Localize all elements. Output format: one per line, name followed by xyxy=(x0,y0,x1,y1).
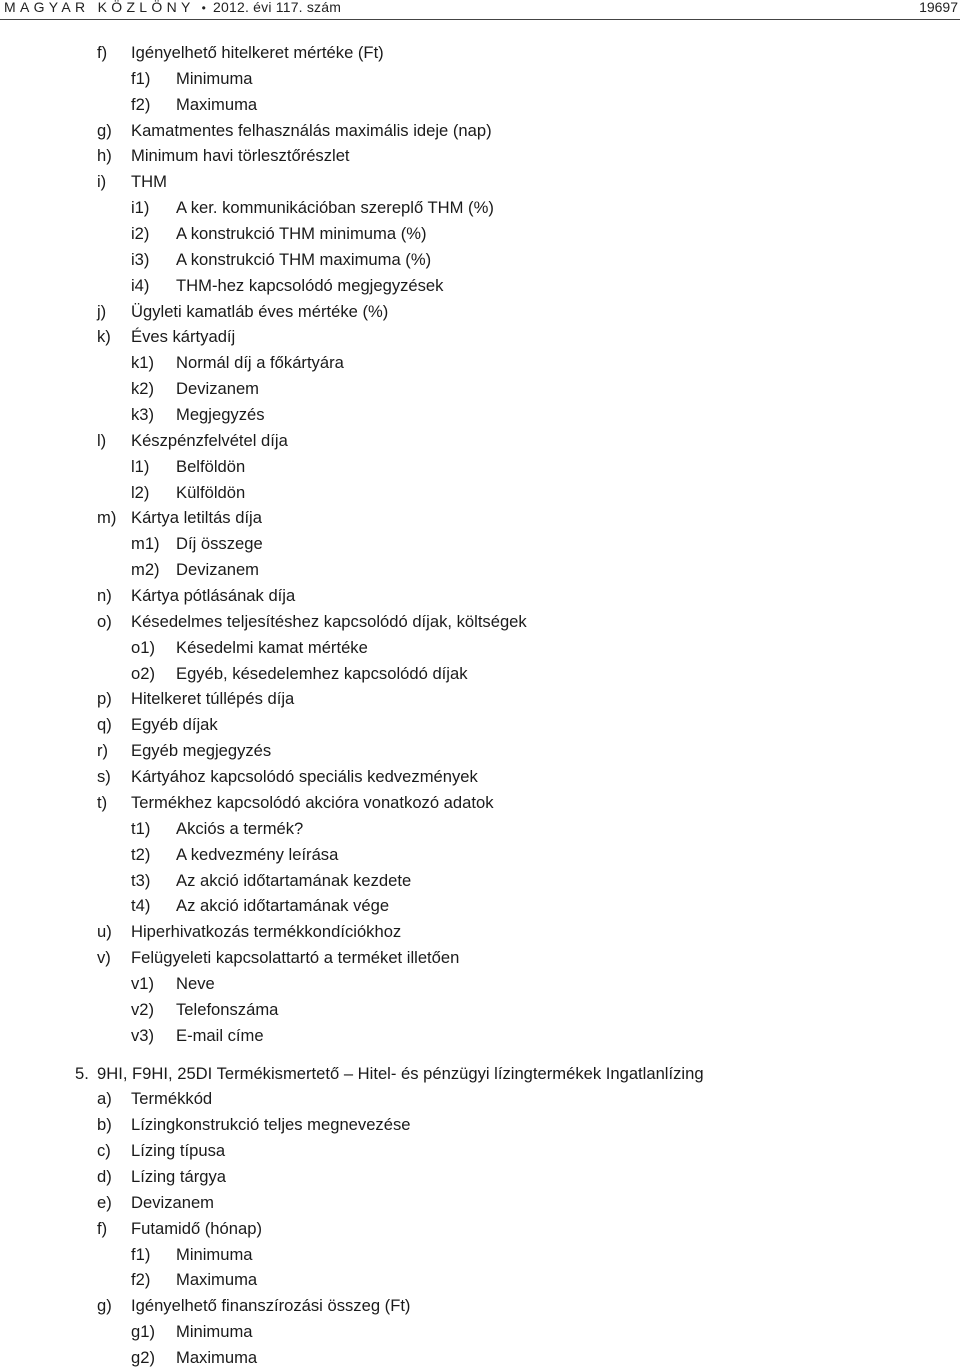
item-text: Éves kártyadíj xyxy=(131,327,236,347)
sub-list-item xyxy=(0,816,960,842)
list-item xyxy=(0,764,960,790)
item-text: Termékhez kapcsolódó akcióra vonatkozó adatok xyxy=(131,792,494,812)
list-item xyxy=(0,686,960,712)
item-marker: f1) xyxy=(131,1244,151,1264)
item-marker: g2) xyxy=(131,1347,155,1367)
item-marker: d) xyxy=(97,1166,112,1186)
item-text: Normál díj a főkártyára xyxy=(176,353,344,373)
item-text: Akciós a termék? xyxy=(176,818,304,838)
sub-list-item xyxy=(0,247,960,273)
item-marker: n) xyxy=(97,586,112,606)
item-text: Hitelkeret túllépés díja xyxy=(131,689,295,709)
item-text: Minimuma xyxy=(176,1244,253,1264)
item-text: Minimuma xyxy=(176,1322,253,1342)
item-marker: t3) xyxy=(131,870,151,890)
item-text: Minimum havi törlesztőrészlet xyxy=(131,146,350,166)
item-marker: l2) xyxy=(131,482,150,502)
item-text: Telefonszáma xyxy=(176,999,279,1019)
item-marker: i) xyxy=(97,172,107,192)
item-text: Devizanem xyxy=(131,1192,215,1212)
item-text: Késedelmes teljesítéshez kapcsolódó díjak, költségek xyxy=(131,611,527,631)
item-text: Ügyleti kamatláb éves mértéke (%) xyxy=(131,301,389,321)
sub-list-item xyxy=(0,66,960,92)
item-text: A konstrukció THM minimuma (%) xyxy=(176,224,427,244)
item-marker: r) xyxy=(97,741,109,761)
item-text: Neve xyxy=(176,973,215,993)
item-marker: t) xyxy=(97,792,108,812)
item-text: Az akció időtartamának kezdete xyxy=(176,870,412,890)
list-item xyxy=(0,1190,960,1216)
sub-list-item xyxy=(0,893,960,919)
sub-list-item xyxy=(0,661,960,687)
item-marker: v3) xyxy=(131,1025,155,1045)
section-title: 9HI, F9HI, 25DI Termékismertető – Hitel- és pénzügyi lízingtermékek Ingatlanlízing xyxy=(97,1063,704,1083)
header-rule xyxy=(0,19,960,20)
item-marker: q) xyxy=(97,715,112,735)
list-item xyxy=(0,40,960,66)
item-marker: o) xyxy=(97,611,112,631)
item-marker: f2) xyxy=(131,1270,151,1290)
item-marker: g) xyxy=(97,120,112,140)
item-marker: t1) xyxy=(131,818,151,838)
list-item xyxy=(0,609,960,635)
list-item xyxy=(0,919,960,945)
page-number: 19697 xyxy=(919,0,958,15)
item-marker: j) xyxy=(97,301,107,321)
item-marker: u) xyxy=(97,922,112,942)
sub-list-item xyxy=(0,1319,960,1345)
list-item xyxy=(0,118,960,144)
item-marker: v1) xyxy=(131,973,155,993)
item-text: Igényelhető hitelkeret mértéke (Ft) xyxy=(131,43,384,62)
item-marker: l) xyxy=(97,430,107,450)
sub-list-item xyxy=(0,868,960,894)
item-text: THM xyxy=(131,172,167,192)
list-item xyxy=(0,1216,960,1242)
list-item xyxy=(0,1138,960,1164)
list-item xyxy=(0,1112,960,1138)
item-text: Maximuma xyxy=(176,94,258,114)
sub-list-item xyxy=(0,1267,960,1293)
list-item xyxy=(0,1293,960,1319)
item-text: Devizanem xyxy=(176,560,260,580)
section-number: 5. xyxy=(75,1063,89,1083)
item-text: Felügyeleti kapcsolattartó a terméket illetően xyxy=(131,948,460,968)
item-text: Termékkód xyxy=(131,1089,213,1109)
item-text: Lízing típusa xyxy=(131,1141,226,1161)
item-marker: m2) xyxy=(131,560,160,580)
item-marker: g) xyxy=(97,1296,112,1316)
item-text: THM-hez kapcsolódó megjegyzések xyxy=(176,275,444,295)
page-header xyxy=(0,0,960,20)
sub-list-item xyxy=(0,971,960,997)
item-text: Futamidő (hónap) xyxy=(131,1218,262,1238)
item-marker: e) xyxy=(97,1192,112,1212)
item-marker: m) xyxy=(97,508,117,528)
sub-list-item xyxy=(0,350,960,376)
item-text: Készpénzfelvétel díja xyxy=(131,430,288,450)
item-marker: b) xyxy=(97,1115,112,1135)
item-text: Minimuma xyxy=(176,68,253,88)
item-marker: m1) xyxy=(131,534,160,554)
item-marker: v) xyxy=(97,948,111,968)
item-text: Belföldön xyxy=(176,456,246,476)
item-text: Maximuma xyxy=(176,1347,258,1367)
item-marker: o1) xyxy=(131,637,155,657)
bullet-separator: • xyxy=(201,1,207,15)
list-item xyxy=(0,1164,960,1190)
item-text: A kedvezmény leírása xyxy=(176,844,339,864)
list-item xyxy=(0,324,960,350)
item-text: A konstrukció THM maximuma (%) xyxy=(176,249,432,269)
item-marker: p) xyxy=(97,689,112,709)
sub-list-item xyxy=(0,221,960,247)
item-marker: f) xyxy=(97,43,108,62)
sub-list-item xyxy=(0,997,960,1023)
item-marker: k) xyxy=(97,327,111,347)
item-text: A ker. kommunikációban szereplő THM (%) xyxy=(176,198,494,218)
item-list-section5 xyxy=(0,1086,960,1370)
item-marker: f) xyxy=(97,1218,108,1238)
document-body xyxy=(0,40,960,1371)
item-marker: t4) xyxy=(131,896,151,916)
item-marker: f2) xyxy=(131,94,151,114)
journal-name: MAGYAR KÖZLÖNY xyxy=(4,0,195,15)
item-text: Külföldön xyxy=(176,482,246,502)
item-marker: k1) xyxy=(131,353,155,373)
list-item xyxy=(0,712,960,738)
item-marker: a) xyxy=(97,1089,112,1109)
sub-list-item xyxy=(0,402,960,428)
item-text: Maximuma xyxy=(176,1270,258,1290)
sub-list-item xyxy=(0,1345,960,1371)
section-heading xyxy=(0,1061,960,1087)
list-item xyxy=(0,583,960,609)
list-item xyxy=(0,169,960,195)
item-text: Igényelhető finanszírozási összeg (Ft) xyxy=(131,1296,411,1316)
item-text: Megjegyzés xyxy=(176,405,265,425)
section-gap xyxy=(0,1049,960,1061)
sub-list-item xyxy=(0,195,960,221)
item-marker: s) xyxy=(97,767,111,787)
item-marker: i4) xyxy=(131,275,150,295)
item-text: Lízing tárgya xyxy=(131,1166,227,1186)
sub-list-item xyxy=(0,842,960,868)
item-list-section4 xyxy=(0,40,960,1049)
item-text: Kártyához kapcsolódó speciális kedvezmények xyxy=(131,767,478,787)
sub-list-item xyxy=(0,531,960,557)
item-text: Hiperhivatkozás termékkondíciókhoz xyxy=(131,922,402,942)
sub-list-item xyxy=(0,273,960,299)
item-text: Kamatmentes felhasználás maximális ideje (nap) xyxy=(131,120,492,140)
list-item xyxy=(0,299,960,325)
list-item xyxy=(0,738,960,764)
sub-list-item xyxy=(0,376,960,402)
item-text: Díj összege xyxy=(176,534,263,554)
item-marker: i1) xyxy=(131,198,150,218)
item-marker: f1) xyxy=(131,68,151,88)
list-item xyxy=(0,143,960,169)
sub-list-item xyxy=(0,635,960,661)
item-text: Kártya letiltás díja xyxy=(131,508,262,528)
item-text: E-mail címe xyxy=(176,1025,264,1045)
sub-list-item xyxy=(0,1023,960,1049)
sub-list-item xyxy=(0,92,960,118)
item-marker: g1) xyxy=(131,1322,155,1342)
item-marker: c) xyxy=(97,1141,111,1161)
item-marker: o2) xyxy=(131,663,155,683)
running-head xyxy=(4,0,341,15)
item-text: Egyéb díjak xyxy=(131,715,218,735)
item-marker: i2) xyxy=(131,224,150,244)
sub-list-item xyxy=(0,557,960,583)
item-text: Devizanem xyxy=(176,379,260,399)
list-item xyxy=(0,428,960,454)
list-item xyxy=(0,945,960,971)
item-marker: h) xyxy=(97,146,112,166)
sub-list-item xyxy=(0,480,960,506)
issue-label: 2012. évi 117. szám xyxy=(213,0,342,15)
item-marker: k3) xyxy=(131,405,155,425)
item-text: Egyéb megjegyzés xyxy=(131,741,272,761)
item-marker: l1) xyxy=(131,456,150,476)
list-item xyxy=(0,505,960,531)
list-item xyxy=(0,790,960,816)
item-text: Kártya pótlásának díja xyxy=(131,586,296,606)
sub-list-item xyxy=(0,454,960,480)
item-marker: v2) xyxy=(131,999,155,1019)
list-item xyxy=(0,1086,960,1112)
item-marker: t2) xyxy=(131,844,151,864)
item-text: Lízingkonstrukció teljes megnevezése xyxy=(131,1115,411,1135)
item-text: Egyéb, késedelemhez kapcsolódó díjak xyxy=(176,663,468,683)
item-text: Késedelmi kamat mértéke xyxy=(176,637,368,657)
item-text: Az akció időtartamának vége xyxy=(176,896,390,916)
sub-list-item xyxy=(0,1242,960,1268)
item-marker: i3) xyxy=(131,249,150,269)
item-marker: k2) xyxy=(131,379,155,399)
